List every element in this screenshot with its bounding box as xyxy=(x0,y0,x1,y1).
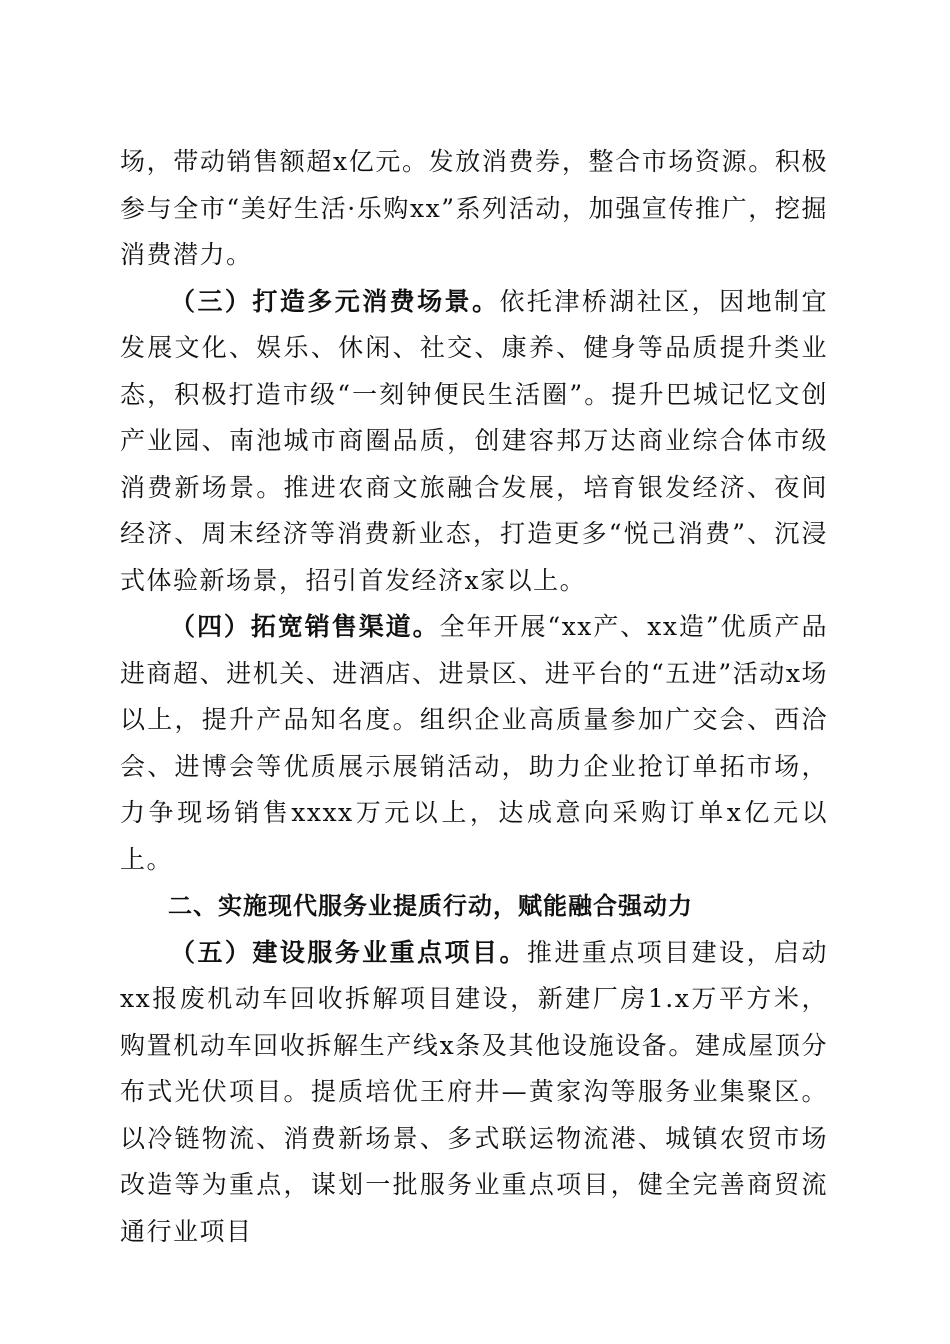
paragraph-sales-channels xyxy=(120,604,828,883)
paragraph-continuation xyxy=(120,139,828,279)
paragraph-text: 场，带动销售额超x亿元。发放消费券，整合市场资源。积极参与全市“美好生活·乐购xx”系列活动，加强宣传推广，挖掘消费潜力。 xyxy=(120,147,828,269)
paragraph-lead: （五）建设服务业重点项目。 xyxy=(170,937,527,967)
paragraph-text: 全年开展“xx产、xx造”优质产品进商超、进机关、进酒店、进景区、进平台的“五进”活动x场以上，提升产品知名度。组织企业高质量参加广交会、西洽会、进博会等优质展示展销活动，助力企业抢订单拓市场，力争现场销售xxxx万元以上，达成意向采购订单x亿元以上。 xyxy=(120,612,828,874)
paragraph-text: 推进重点项目建设，启动xx报废机动车回收拆解项目建设，新建厂房1.x万平方米，购置机动车回收拆解生产线x条及其他设施设备。建成屋顶分布式光伏项目。提质培优王府井—黄家沟等服务业集聚区。以冷链物流、消费新场景、多式联运物流港、城镇农贸市场改造等为重点，谋划一批服务业重点项目，健全完善商贸流通行业项目 xyxy=(120,937,828,1246)
paragraph-lead: （三）打造多元消费场景。 xyxy=(170,286,500,316)
section-heading: 二、实施现代服务业提质行动，赋能融合强动力 xyxy=(168,892,693,920)
paragraph-key-projects xyxy=(120,930,828,1256)
document-body xyxy=(120,139,828,1255)
paragraph-consumption-scenes xyxy=(120,279,828,605)
paragraph-lead: （四）拓宽销售渠道。 xyxy=(170,612,440,641)
paragraph-text: 依托津桥湖社区，因地制宜发展文化、娱乐、休闲、社交、康养、健身等品质提升类业态，积极打造市级“一刻钟便民生活圈”。提升巴城记忆文创产业园、南池城市商圈品质，创建容邦万达商业综合体市级消费新场景。推进农商文旅融合发展，培育银发经济、夜间经济、周末经济等消费新业态，打造更多“悦己消费”、沉浸式体验新场景，招引首发经济x家以上。 xyxy=(120,286,828,595)
